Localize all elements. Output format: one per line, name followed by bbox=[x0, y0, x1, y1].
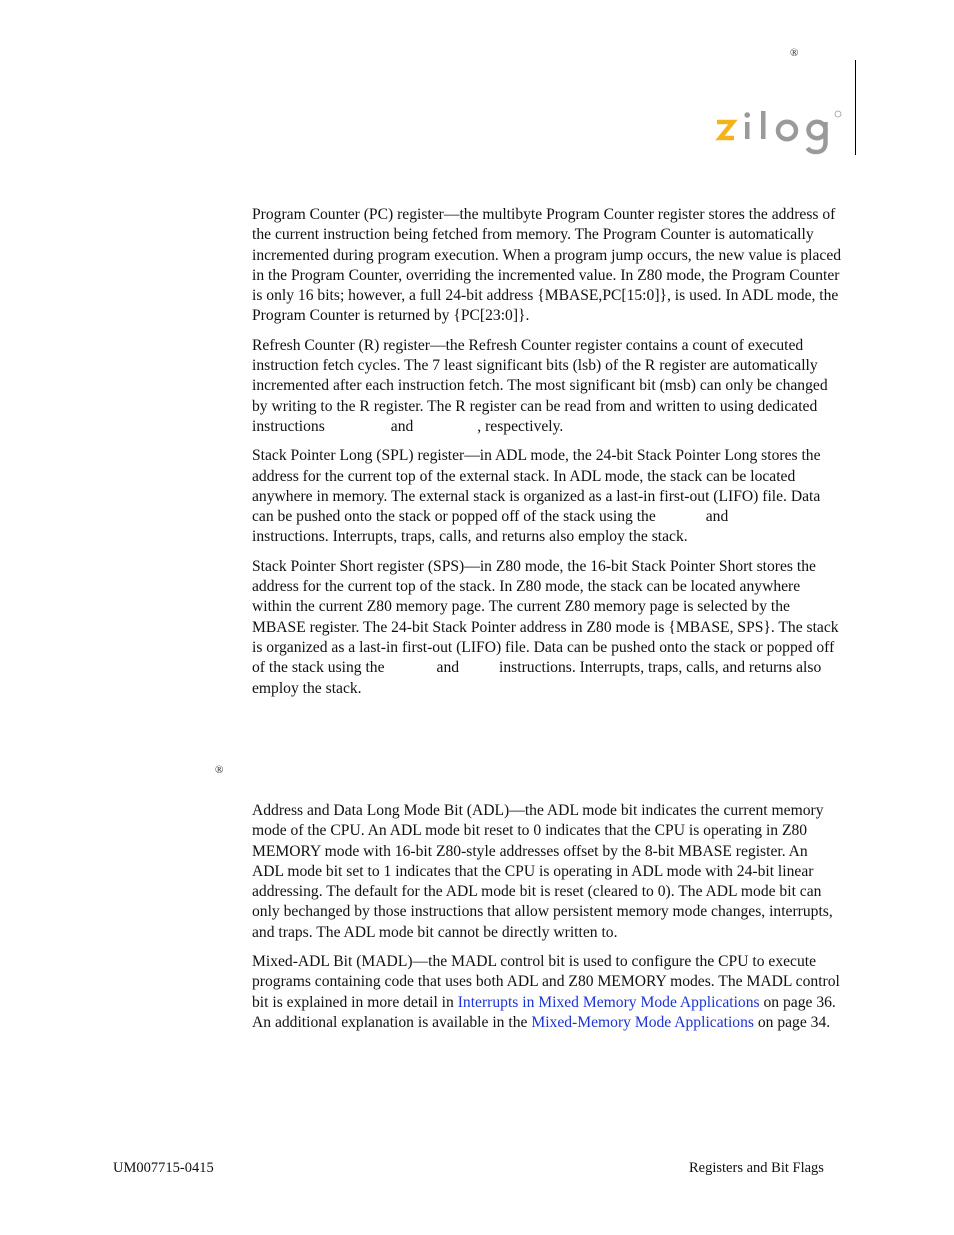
madl-text-end: on page 34. bbox=[753, 1013, 831, 1031]
registered-trademark-mark: ® bbox=[790, 47, 799, 59]
zilog-logo bbox=[714, 108, 846, 158]
spl-register-paragraph bbox=[252, 446, 842, 547]
footer-document-id: UM007715-0415 bbox=[113, 1160, 214, 1176]
section-registered-mark: ® bbox=[215, 764, 224, 776]
sps-register-paragraph bbox=[252, 557, 842, 699]
footer-section-title: Registers and Bit Flags bbox=[689, 1160, 824, 1176]
adl-bit-paragraph: Address and Data Long Mode Bit (ADL)—the ADL mode bit indicates the current memory mode of the CPU. An ADL mode bit reset to 0 indicates that the CPU is operating in Z80 MEMORY mode with 16-bit Z80-style addresses offset by the 8-bit MBASE register. An ADL mode bit set to 1 indicates that the CPU is operating in ADL mode with 24-bit linear addressing. The default for the ADL mode bit is reset (cleared to 0). The ADL mode bit can only bechanged by those instructions that allow persistent memory mode changes, interrupts, and traps. The ADL mode bit cannot be directly written to. bbox=[252, 802, 833, 941]
spl-register-text: Stack Pointer Long (SPL) register—in ADL mode, the 24-bit Stack Pointer Long stores the address for the current top of the external stack. In ADL mode, the stack can be located anywhere in memory. The external stack is organized as a last-in first-out (LIFO) file. Data can be pushed onto the stack or popped off of the stack using the bbox=[252, 447, 821, 526]
madl-text-middle: on page 36. An additional explanation is available in the bbox=[252, 993, 836, 1031]
link-interrupts-mixed-memory[interactable]: Interrupts in Mixed Memory Mode Applications bbox=[457, 993, 760, 1011]
spl-register-and: and bbox=[705, 508, 729, 526]
link-mixed-memory-mode-applications[interactable]: Mixed-Memory Mode Applications bbox=[531, 1013, 754, 1031]
spl-register-text-end: instructions. Interrupts, traps, calls, and returns also employ the stack. bbox=[252, 528, 688, 546]
madl-text: Mixed-ADL Bit (MADL)—the MADL control bit is used to configure the CPU to execute programs containing code that uses both ADL and Z80 MEMORY modes. The MADL control bit is explained in more detail in bbox=[252, 953, 840, 1011]
sps-register-and: and bbox=[436, 659, 460, 677]
r-register-text: Refresh Counter (R) register—the Refresh Counter register contains a count of executed instruction fetch cycles. The 7 least significant bits (lsb) of the R register are automatically incremented after each instruction fetch. The most significant bit (msb) can only be changed by writing to the R register. The R register can be read from and written to using dedicated instructions bbox=[252, 336, 828, 435]
r-register-and: and bbox=[390, 417, 414, 435]
r-register-text-end: , respectively. bbox=[477, 417, 564, 435]
sps-register-text-end: instructions. Interrupts, traps, calls, and returns also employ the stack. bbox=[252, 659, 822, 697]
madl-bit-paragraph bbox=[252, 952, 842, 1033]
register-descriptions bbox=[252, 205, 842, 708]
pc-register-paragraph: Program Counter (PC) register—the multibyte Program Counter register stores the address of the current instruction being fetched from memory. The Program Counter is automatically incremented during program execution. When a program jump occurs, the new value is placed in the Program Counter, overriding the incremented value. In Z80 mode, the Program Counter is only 16 bits; however, a full 24-bit address {MBASE,PC[15:0]}, is used. In ADL mode, the Program Counter is returned by {PC[23:0]}. bbox=[252, 206, 842, 325]
r-register-paragraph bbox=[252, 336, 842, 437]
bit-flag-descriptions bbox=[252, 801, 842, 1042]
header-vertical-rule bbox=[855, 60, 856, 155]
sps-register-text: Stack Pointer Short register (SPS)—in Z80 mode, the 16-bit Stack Pointer Short stores the address for the current top of the stack. In Z80 mode, the stack can be located anywhere within the current Z80 memory page. The current Z80 memory page is selected by the MBASE register. The 24-bit Stack Pointer address in Z80 mode is {MBASE, SPS}. The stack is organized as a last-in first-out (LIFO) file. Data can be pushed onto the stack or popped off of the stack using the bbox=[252, 557, 839, 677]
